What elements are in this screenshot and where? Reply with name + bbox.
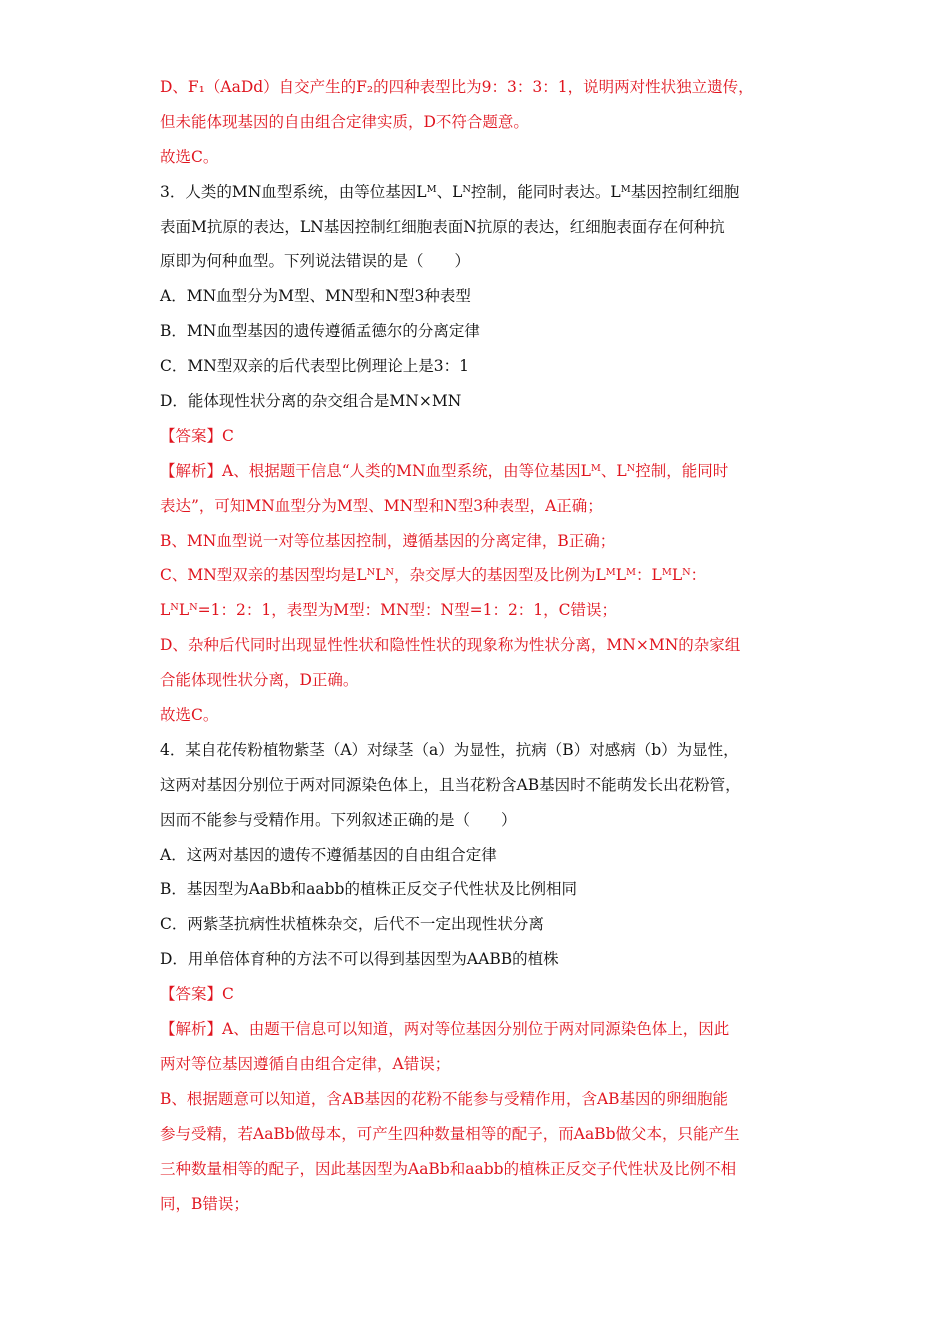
q3-answer — [160, 419, 800, 454]
q3-analysis-line3: B、MN血型说一对等位基因控制，遵循基因的分离定律，B正确； — [160, 531, 616, 550]
q3-option-b: B．MN血型基因的遗传遵循孟德尔的分离定律 — [160, 322, 480, 341]
q3-analysis-line4: C、MN型双亲的基因型均是LᴺLᴺ，杂交厚大的基因型及比例为LᴹLᴹ：LᴹLᴺ： — [160, 566, 707, 585]
q3-analysis-tag: 【解析】 — [160, 461, 223, 480]
q4-answer — [160, 977, 800, 1012]
q3-analysis-line5: LᴺLᴺ=1：2：1，表型为M型：MN型：N型=1：2：1，C错误； — [160, 601, 618, 620]
q3-stem-line3: 原即为何种血型。下列说法错误的是（ ） — [160, 252, 471, 271]
q4-answer-value: C — [222, 985, 234, 1004]
q4-analysis-text1: A、由题干信息可以知道，两对等位基因分别位于两对同源染色体上，因此 — [222, 1020, 730, 1039]
q3-stem-line2: 表面M抗原的表达，LN基因控制红细胞表面N抗原的表达，红细胞表面存在何种抗 — [160, 217, 725, 236]
q3-stem-line1: 3．人类的MN血型系统，由等位基因Lᴹ、Lᴺ控制，能同时表达。Lᴹ基因控制红细胞 — [160, 182, 740, 201]
q4-option-b: B．基因型为AaBb和aabb的植株正反交子代性状及比例相同 — [160, 880, 577, 899]
q4-analysis-line3: B、根据题意可以知道，含AB基因的花粉不能参与受精作用，含AB基因的卵细胞能 — [160, 1089, 729, 1108]
q4-analysis-line4: 参与受精，若AaBb做母本，可产生四种数量相等的配子，而AaBb做父本，只能产生 — [160, 1124, 740, 1143]
q4-option-c: C．两紫茎抗病性状植株杂交，后代不一定出现性状分离 — [160, 915, 544, 934]
q4-answer-tag: 【答案】 — [160, 985, 223, 1004]
q3-conclusion: 故选C。 — [160, 706, 219, 725]
q3-analysis-line2: 表达”，可知MN血型分为M型、MN型和N型3种表型，A正确； — [160, 496, 603, 515]
q2-option-d-analysis-line1: D、F₁（AaDd）自交产生的F₂的四种表型比为9：3：3：1，说明两对性状独立遗传， — [160, 78, 754, 96]
q4-option-d: D．用单倍体育种的方法不可以得到基因型为AABB的植株 — [160, 950, 559, 969]
q3-answer-tag: 【答案】 — [160, 426, 223, 445]
q3-analysis-line1 — [160, 454, 800, 489]
q4-stem-line3: 因而不能参与受精作用。下列叙述正确的是（ ） — [160, 810, 517, 829]
document-page — [160, 70, 800, 1221]
q4-stem-line1: 4．某自花传粉植物紫茎（A）对绿茎（a）为显性，抗病（B）对感病（b）为显性， — [160, 740, 739, 759]
q3-answer-value: C — [222, 426, 234, 445]
q4-option-a: A．这两对基因的遗传不遵循基因的自由组合定律 — [160, 845, 497, 864]
q3-analysis-line6: D、杂种后代同时出现显性性状和隐性性状的现象称为性状分离，MN×MN的杂家组 — [160, 636, 741, 655]
q3-option-d: D．能体现性状分离的杂交组合是MN×MN — [160, 392, 462, 411]
q4-analysis-line6: 同，B错误； — [160, 1194, 249, 1213]
q3-option-a: A．MN血型分为M型、MN型和N型3种表型 — [160, 287, 471, 306]
q4-analysis-line2: 两对等位基因遵循自由组合定律，A错误； — [160, 1054, 451, 1073]
q3-option-c: C．MN型双亲的后代表型比例理论上是3：1 — [160, 357, 470, 376]
q4-analysis-tag: 【解析】 — [160, 1020, 223, 1039]
q4-analysis-line1 — [160, 1012, 800, 1047]
q2-conclusion: 故选C。 — [160, 147, 219, 166]
q4-stem-line2: 这两对基因分别位于两对同源染色体上，且当花粉含AB基因时不能萌发长出花粉管， — [160, 775, 741, 794]
q3-analysis-line7: 合能体现性状分离，D正确。 — [160, 671, 359, 690]
q2-option-d-analysis-line2: 但未能体现基因的自由组合定律实质，D不符合题意。 — [160, 112, 529, 131]
q3-analysis-text1: A、根据题干信息“人类的MN血型系统，由等位基因Lᴹ、Lᴺ控制，能同时 — [222, 461, 729, 480]
q4-analysis-line5: 三种数量相等的配子，因此基因型为AaBb和aabb的植株正反交子代性状及比例不相 — [160, 1159, 737, 1178]
